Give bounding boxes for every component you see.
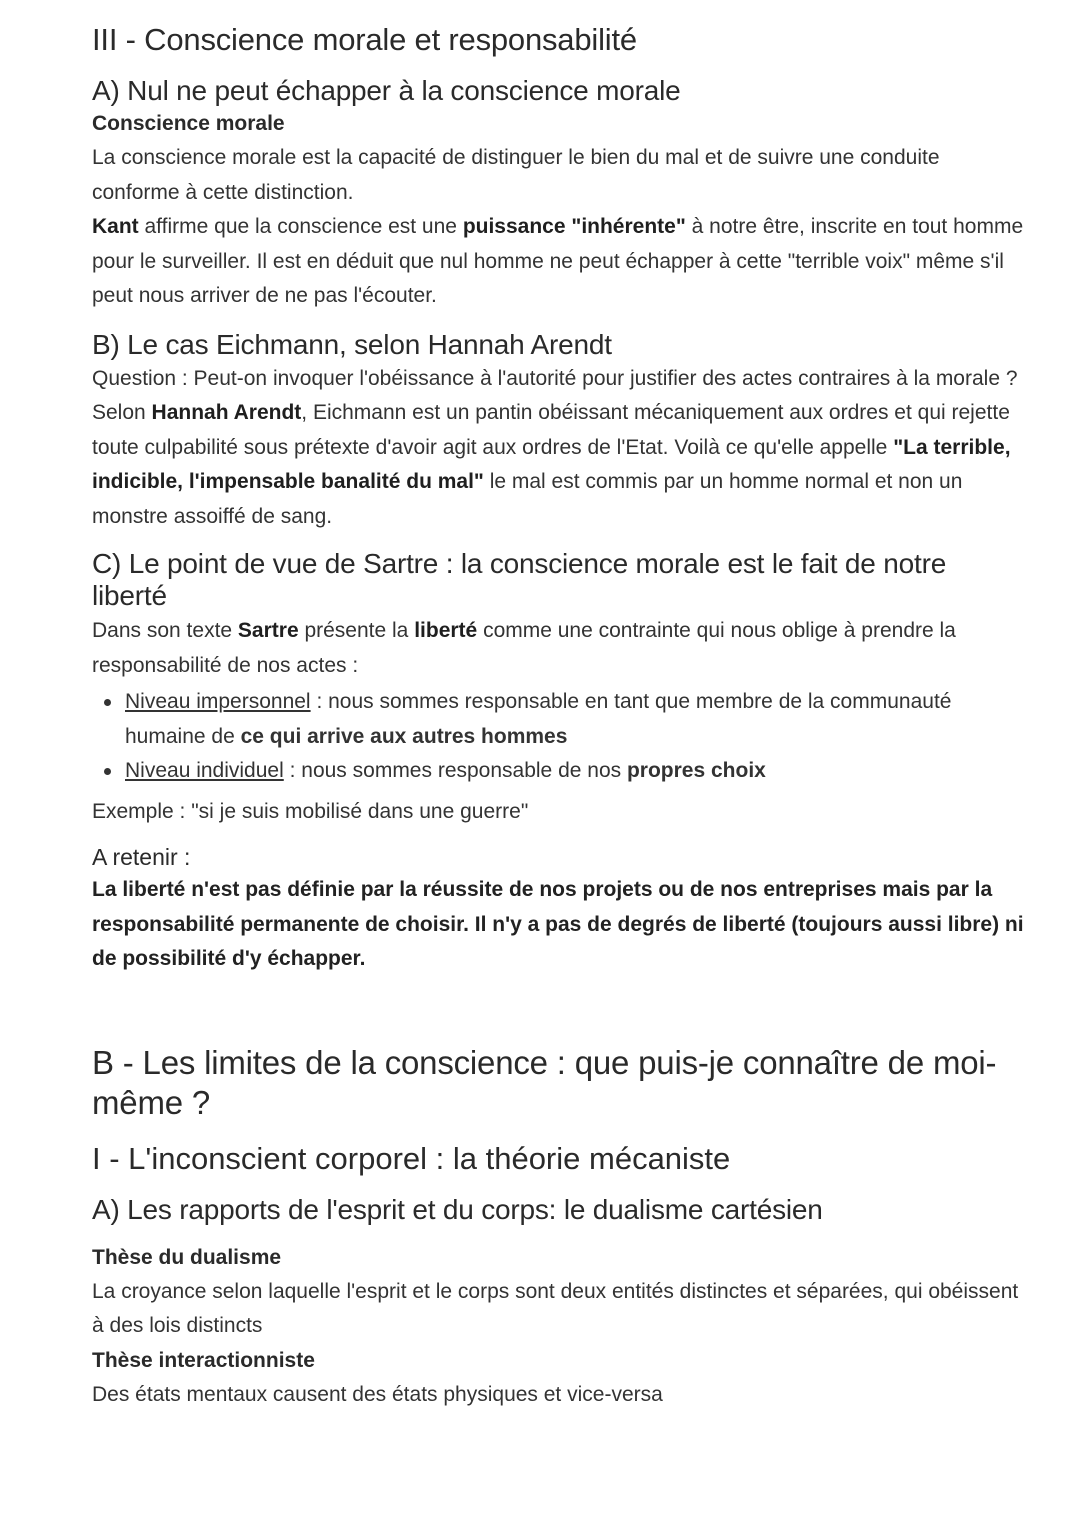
a-retenir-title: A retenir : [92,844,191,870]
arendt-text-3: le mal est commis par un homme normal et non un monstre assoiffé de sang. [92,470,963,528]
sartre-text-1: Dans son texte [92,619,238,642]
a-retenir-body: La liberté n'est pas définie par la réussite de nos projets ou de nos entreprises mais par la responsabilité permanente de choisir. Il n'y a pas de degrés de liberté (toujours aussi libre) ni de possibilité d'y échapper. [92,878,1024,970]
responsabilite-list [92,685,1027,789]
conscience-morale-label: Conscience morale [92,112,285,135]
list-item-niveau-impersonnel [92,685,1027,754]
section-3a-title: A) Nul ne peut échapper à la conscience morale [92,75,681,106]
niveau-individuel-label: Niveau individuel [125,759,284,782]
section-b1a-title: A) Les rapports de l'esprit et du corps: le dualisme cartésien [92,1193,823,1225]
section-3-title: III - Conscience morale et responsabilité [92,22,637,57]
bullet-icon [104,768,111,775]
niveau-individuel-text: : nous sommes responsable de nos [283,759,627,782]
bullet-icon [104,699,111,706]
part-b-title: B - Les limites de la conscience : que puis-je connaître de moi-même ? [92,1043,997,1121]
banalite-quote: "La terrible, indicible, l'impensable banalité du mal" [92,435,1011,493]
eichmann-question: Question : Peut-on invoquer l'obéissance à l'autorité pour justifier des actes contraires à la morale ? [92,366,1018,390]
list-item-niveau-individuel [92,754,1027,789]
these-interactionniste-text: Des états mentaux causent des états physiques et vice-versa [92,1382,663,1406]
these-interactionniste-label: Thèse interactionniste [92,1348,315,1372]
kant-name: Kant [92,215,139,238]
niveau-impersonnel-bold: ce qui arrive aux autres hommes [240,724,568,748]
sartre-text-2: présente la [298,619,415,642]
arendt-name: Hannah Arendt [151,401,302,424]
sartre-paragraph [92,614,1027,683]
these-dualisme-label: Thèse du dualisme [92,1245,282,1269]
document-page [92,20,1027,1412]
arendt-paragraph [92,396,1027,534]
puissance-inherente: puissance "inhérente" [462,215,686,238]
sartre-name: Sartre [237,619,299,642]
example-line: Exemple : "si je suis mobilisé dans une guerre" [92,799,529,823]
section-b1-title: I - L'inconscient corporel : la théorie mécaniste [92,1140,731,1176]
niveau-impersonnel-text: : nous sommes responsable en tant que membre de la communauté humaine de [125,690,952,748]
liberte-word: liberté [414,619,478,642]
section-3c-title: C) Le point de vue de Sartre : la conscience morale est le fait de notre liberté [92,548,947,611]
sartre-text-3: comme une contrainte qui nous oblige à prendre la responsabilité de nos actes : [92,619,956,677]
kant-text-1: affirme que la conscience est une [138,215,463,238]
niveau-individuel-bold: propres choix [626,759,766,782]
section-3b-title: B) Le cas Eichmann, selon Hannah Arendt [92,328,612,360]
arendt-text-2: , Eichmann est un pantin obéissant mécaniquement aux ordres et qui rejette toute culpabilité sous prétexte d'avoir agit aux ordres de l'Etat. Voilà ce qu'elle appelle [92,401,1010,459]
kant-paragraph [92,210,1027,314]
niveau-impersonnel-label: Niveau impersonnel [125,690,311,713]
conscience-morale-definition: La conscience morale est la capacité de distinguer le bien du mal et de suivre une conduite conforme à cette distinction. [92,146,940,204]
arendt-text-1: Selon [92,401,152,424]
kant-text-2: à notre être, inscrite en tout homme pour le surveiller. Il est en déduit que nul homme ne peut échapper à cette "terrible voix" même s'il peut nous arriver de ne pas l'écouter. [92,215,1024,307]
these-dualisme-text: La croyance selon laquelle l'esprit et le corps sont deux entités distinctes et séparées, qui obéissent à des lois distincts [92,1279,1019,1337]
